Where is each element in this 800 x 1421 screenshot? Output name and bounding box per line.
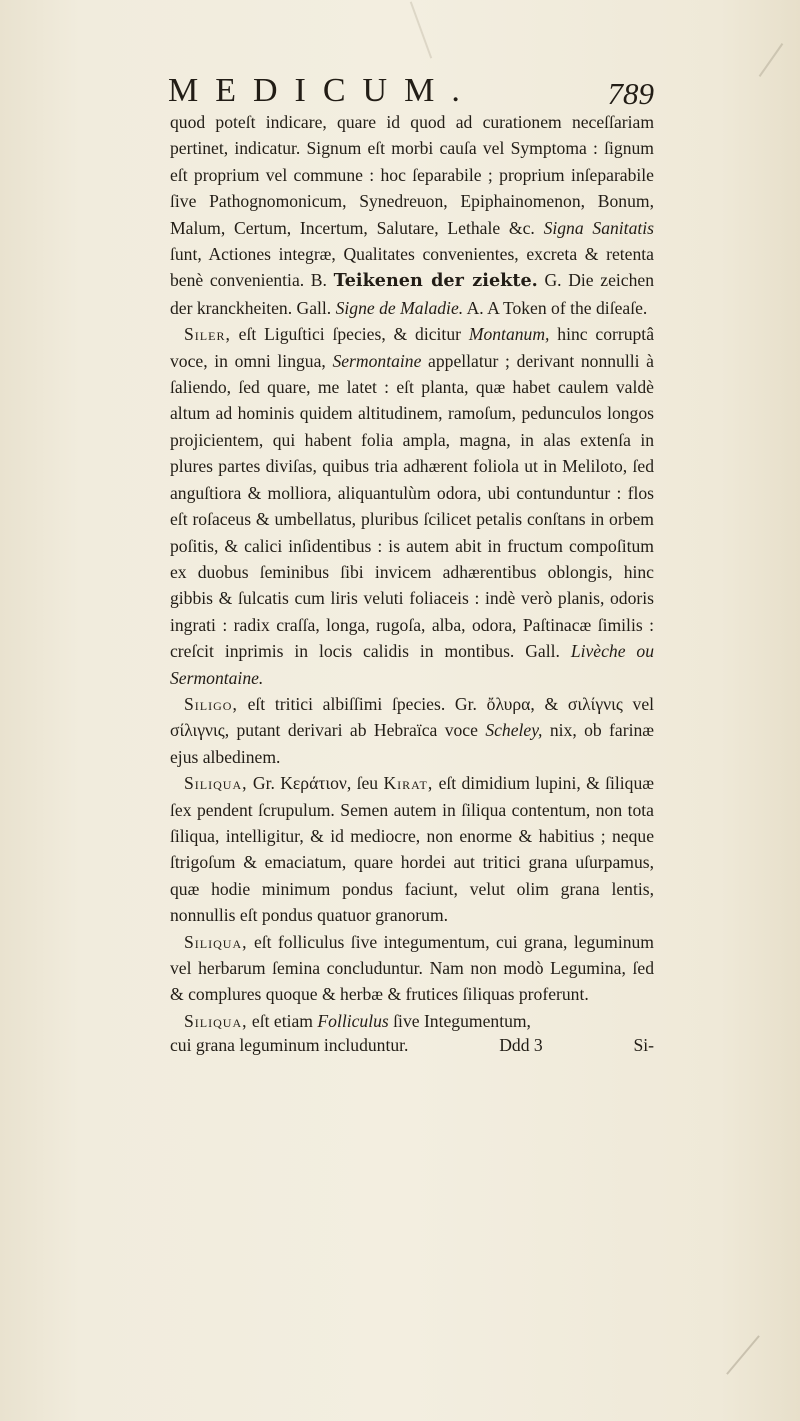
entry-siliqua-pod: Siliqua, eſt folliculus ſive integumentum, cui grana, leguminum vel herbarum ſemina concluduntur. Nam non modò Legumina, ſed & complures quoque & herbæ & frutices ſiliquas proferunt. [170, 931, 654, 1005]
entry-siligo: Siligo, eſt tritici albiſſimi ſpecies. Gr. ὄλυρα, & σιλίγνις vel σίλιγνις, putant derivari ab Hebraïca voce Scheley, nix, ob farinæ ejus albedinem. [170, 693, 655, 767]
paper-scratch [410, 1, 432, 58]
page-number: 789 [607, 76, 654, 111]
headword: Siler, [184, 324, 231, 345]
paper-scratch [759, 43, 784, 77]
entry-siliqua-folliculus: Siliqua, eſt etiam Folliculus ſive Integumentum, [184, 1010, 531, 1031]
entry-siliqua-weight: Siliqua, Gr. Κεράτιον, ſeu Kirat, eſt dimidium lupini, & ſiliquæ ſex pendent ſcrupulum. Semen autem in ſiliqua contentum, non tota ſiliqua, intelligitur, & id mediocre, non enorme & habitius ; neque ſtrigoſum & emaciatum, quare hordei aut tritici grana uſurpamus, quæ hodie minimum pondus faciunt, velut olim grana lentis, nonnullis eſt pondus quatuor granorum. [170, 773, 654, 926]
paper-scratch [726, 1335, 760, 1375]
headword: Siligo, [184, 693, 238, 714]
main-text [170, 109, 654, 1059]
catchword: Si- [633, 1035, 654, 1056]
signature-mark: Ddd 3 [499, 1035, 543, 1056]
headword: Siliqua, [184, 1010, 248, 1031]
running-title: MEDICUM. [168, 72, 477, 109]
last-line: cui grana leguminum includuntur. Ddd 3 Si- [170, 1032, 654, 1058]
headword: Siliqua, [184, 773, 248, 794]
entry-signum-continued: quod poteſt indicare, quare id quod ad curationem neceſſariam pertinet, indicatur. Signum eſt morbi cauſa vel Symptoma : ſignum eſt proprium vel commune : hoc ſeparabile ; proprium inſeparabile ſive Pathognomonicum, Synedreuon, Epiphainomenon, Bonum, Malum, Certum, Incertum, Salutare, Lethale &c. Signa Sanitatis ſunt, Actiones integræ, Qualitates convenientes, excreta & retenta benè convenientia. B. Teikenen der ziekte. G. Die zeichen der kranckheiten. Gall. Signe de Maladie. A. A Token of the diſeaſe. [170, 112, 654, 318]
headword: Siliqua, [184, 931, 248, 952]
page-header [168, 72, 652, 112]
entry-siler: Siler, eſt Liguſtici ſpecies, & dicitur Montanum, hinc corruptâ voce, in omni lingua, Sermontaine appellatur ; derivant nonnulli à ſaliendo, ſed quare, me latet : eſt planta, quæ habet caulem valdè altum ad hominis quidem altitudinem, ramoſum, pedunculos longos projicientem, qui habent folia ampla, magna, in alas extenſa in plures partes diviſas, quibus tria adhærent foliola ut in Meliloto, ſed anguſtiora & molliora, aliquantulùm odora, ubi contunduntur : flos eſt roſaceus & umbellatus, pluribus ſcilicet petalis conſtans in orbem poſitis, & calici inſidentibus : is autem abit in fructum compoſitum ex duobus ſeminibus ſibi invicem adhærentibus oblongis, hinc gibbis & ſulcatis cum liris veluti foliaceis : indè verò planis, odoris ingrati : radix craſſa, longa, rugoſa, alba, odora, Paſtinacæ ſimilis : creſcit inprimis in locis calidis in montibus. Gall. Livèche ou Sermontaine. [170, 324, 655, 688]
